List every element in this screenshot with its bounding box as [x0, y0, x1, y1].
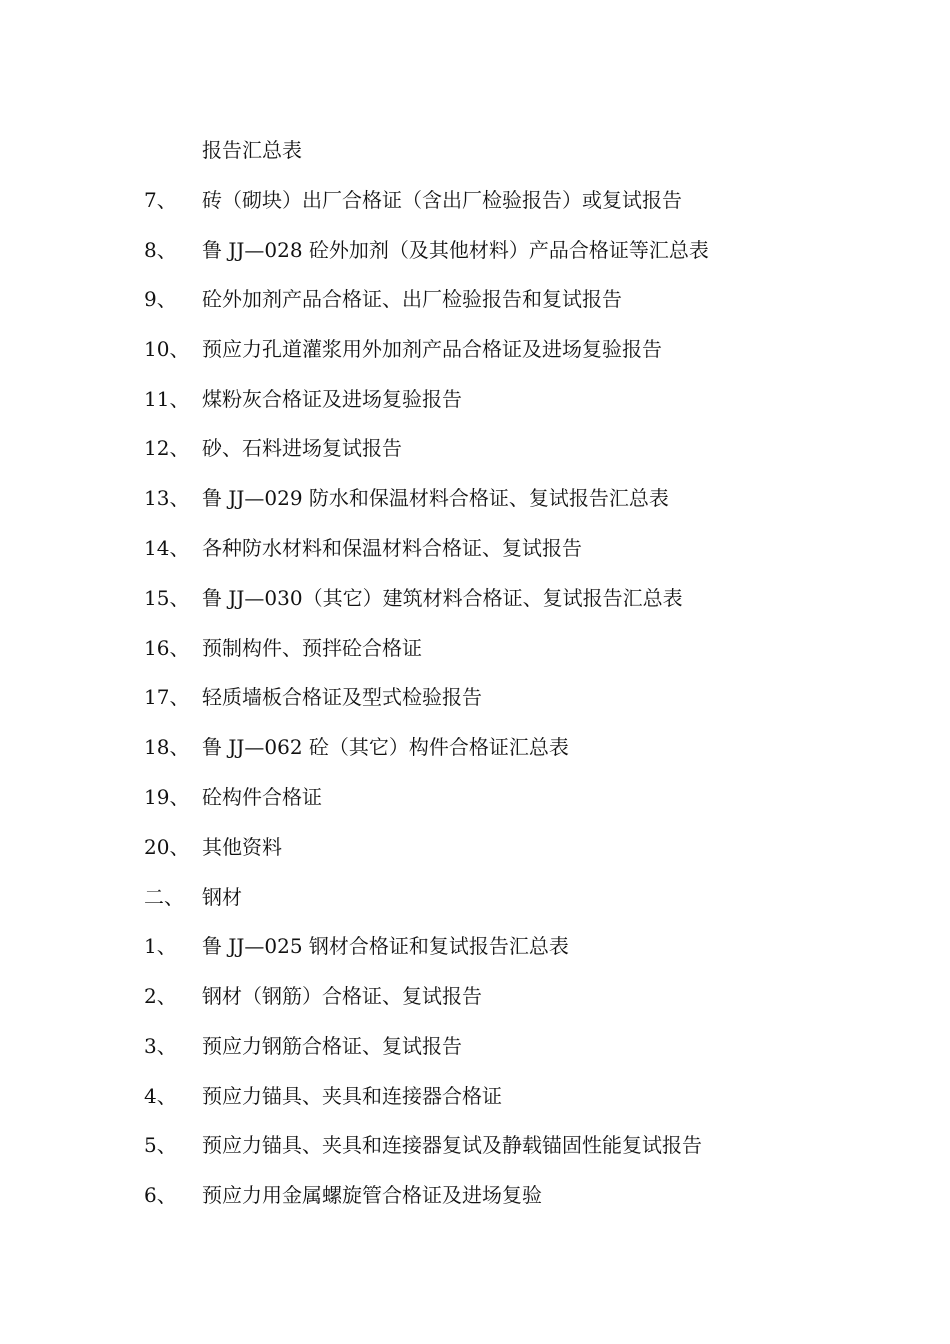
- list-item: [0, 782, 950, 812]
- item-number: 6、: [144, 1183, 177, 1207]
- list-item: [0, 682, 950, 712]
- list-item: [0, 633, 950, 663]
- item-text: 报告汇总表: [202, 138, 302, 162]
- item-number: 9、: [144, 287, 177, 311]
- item-text: 砼构件合格证: [202, 785, 322, 809]
- list-item: [0, 533, 950, 563]
- list-item: [0, 384, 950, 414]
- list-item: [0, 1180, 950, 1210]
- section-number: 二、: [144, 885, 184, 909]
- item-number: 16、: [144, 636, 190, 660]
- list-item: [0, 583, 950, 613]
- item-number: 20、: [144, 835, 190, 859]
- item-text: 鲁 JJ—025 钢材合格证和复试报告汇总表: [202, 934, 569, 958]
- list-item: [0, 334, 950, 364]
- item-number: 12、: [144, 436, 190, 460]
- list-item: [0, 483, 950, 513]
- list-item: [0, 832, 950, 862]
- item-number: 5、: [144, 1133, 177, 1157]
- item-text: 预应力用金属螺旋管合格证及进场复验: [202, 1183, 542, 1207]
- item-number: 2、: [144, 984, 177, 1008]
- list-item: [0, 135, 950, 165]
- list-item: [0, 931, 950, 961]
- item-text: 预应力锚具、夹具和连接器合格证: [202, 1084, 502, 1108]
- item-text: 其他资料: [202, 835, 282, 859]
- item-text: 鲁 JJ—029 防水和保温材料合格证、复试报告汇总表: [202, 486, 669, 510]
- item-text: 预应力钢筋合格证、复试报告: [202, 1034, 462, 1058]
- item-number: 18、: [144, 735, 190, 759]
- list-item: [0, 732, 950, 762]
- item-number: 1、: [144, 934, 177, 958]
- list-item: [0, 1031, 950, 1061]
- list-item: [0, 1130, 950, 1160]
- item-text: 钢材（钢筋）合格证、复试报告: [202, 984, 482, 1008]
- item-number: 3、: [144, 1034, 177, 1058]
- item-number: 14、: [144, 536, 190, 560]
- list-item: [0, 284, 950, 314]
- section-heading: [0, 882, 950, 912]
- item-text: 预制构件、预拌砼合格证: [202, 636, 422, 660]
- item-number: 17、: [144, 685, 190, 709]
- list-item: [0, 433, 950, 463]
- list-item: [0, 1081, 950, 1111]
- item-text: 砂、石料进场复试报告: [202, 436, 402, 460]
- item-text: 鲁 JJ—030（其它）建筑材料合格证、复试报告汇总表: [202, 586, 683, 610]
- item-number: 15、: [144, 586, 190, 610]
- item-number: 7、: [144, 188, 177, 212]
- list-item: [0, 185, 950, 215]
- item-number: 10、: [144, 337, 190, 361]
- item-number: 11、: [144, 387, 190, 411]
- item-number: 19、: [144, 785, 190, 809]
- item-number: 13、: [144, 486, 190, 510]
- item-text: 砖（砌块）出厂合格证（含出厂检验报告）或复试报告: [202, 188, 682, 212]
- list-item: [0, 235, 950, 265]
- section-title: 钢材: [202, 885, 242, 909]
- item-text: 轻质墙板合格证及型式检验报告: [202, 685, 482, 709]
- item-text: 鲁 JJ—062 砼（其它）构件合格证汇总表: [202, 735, 569, 759]
- item-number: 8、: [144, 238, 177, 262]
- item-text: 鲁 JJ—028 砼外加剂（及其他材料）产品合格证等汇总表: [202, 238, 709, 262]
- item-text: 煤粉灰合格证及进场复验报告: [202, 387, 462, 411]
- item-number: 4、: [144, 1084, 177, 1108]
- item-text: 各种防水材料和保温材料合格证、复试报告: [202, 536, 582, 560]
- list-item: [0, 981, 950, 1011]
- item-text: 砼外加剂产品合格证、出厂检验报告和复试报告: [202, 287, 622, 311]
- item-text: 预应力锚具、夹具和连接器复试及静载锚固性能复试报告: [202, 1133, 702, 1157]
- item-text: 预应力孔道灌浆用外加剂产品合格证及进场复验报告: [202, 337, 662, 361]
